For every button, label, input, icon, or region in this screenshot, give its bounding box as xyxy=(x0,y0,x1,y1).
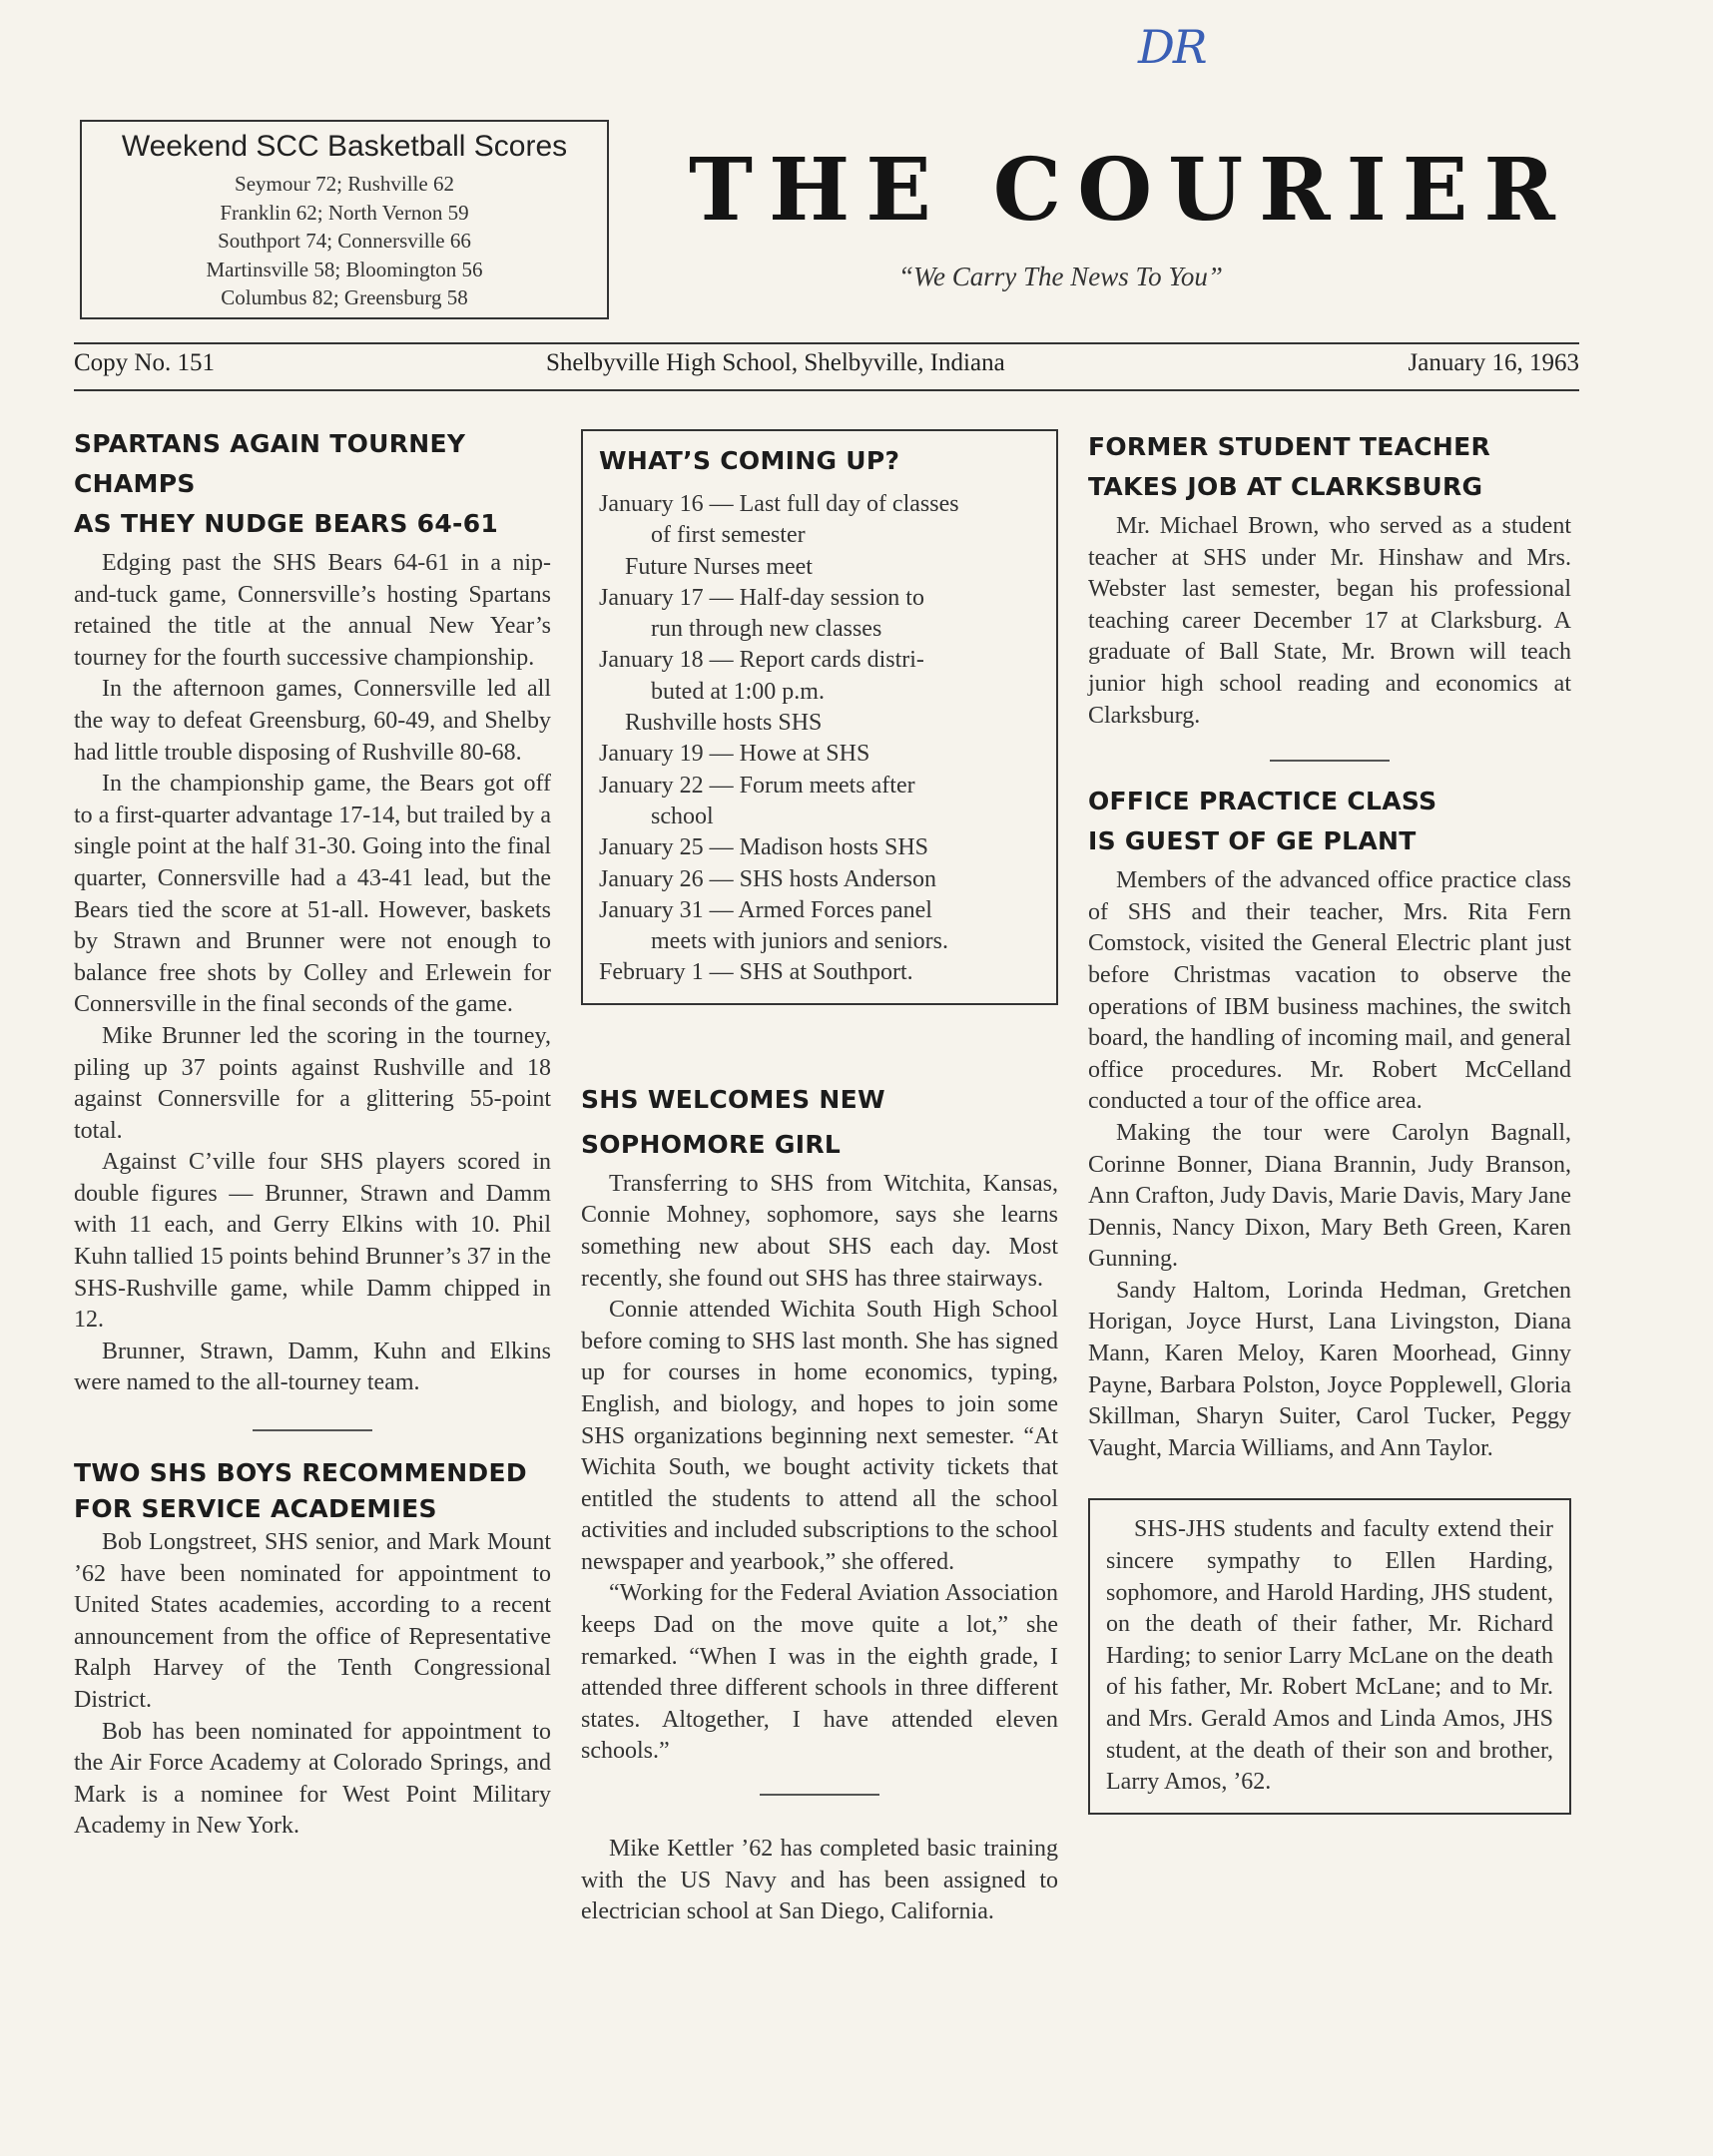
event-item xyxy=(599,645,1040,676)
event-date: January 17 — xyxy=(599,584,734,611)
event-item xyxy=(599,771,1040,802)
paragraph: In the afternoon games, Connersville led all the way to defeat Greensburg, 60-49, and Shelby had little trouble disposing of Rushville 80-68. xyxy=(74,676,551,766)
paragraph: Edging past the SHS Bears 64-61 in a nip-and-tuck game, Connersville’s hosting Spartans retained the title at the annual New Year’s tourney for the fourth successive championship. xyxy=(74,550,551,671)
event-item xyxy=(599,739,1040,770)
event-item: Rushville hosts SHS xyxy=(625,710,823,737)
paragraph: Mr. Michael Brown, who served as a student teacher at SHS under Mr. Hinshaw and Mrs. Webster last semester, began his professional teaching career December 17 at Clarksburg. A graduate of Ball State, Mr. Brown will teach junior high school reading and economics at Clarksburg. xyxy=(1088,513,1571,729)
headline: TAKES JOB AT CLARKSBURG xyxy=(1088,472,1483,501)
article-academies xyxy=(74,1527,551,1843)
sympathy-box xyxy=(1088,1498,1571,1814)
event-date: January 26 — xyxy=(599,865,734,892)
headline: IS GUEST OF GE PLANT xyxy=(1088,826,1417,856)
event-continuation: run through new classes xyxy=(651,616,882,643)
newspaper-title: THE COURIER xyxy=(689,140,1571,241)
paragraph: Members of the advanced office practice class of SHS and their teacher, Mrs. Rita Fern Comstock, visited the General Electric plant just before Christmas vacation to observe the operations of IBM business machines, the switch board, the handling of incoming mail, and general office procedures. Mr. Robert McCelland conducted a tour of the office area. xyxy=(1088,867,1571,1115)
score-line: Franklin 62; North Vernon 59 xyxy=(220,200,469,225)
event-text: Last full day of classes xyxy=(739,491,959,517)
event-item xyxy=(599,583,1040,614)
paragraph: Making the tour were Carolyn Bagnall, Corinne Bonner, Diana Brannin, Judy Branson, Ann Crafton, Judy Davis, Marie Davis, Mary Jane Dennis, Nancy Dixon, Mary Beth Green, Karen Gunning. xyxy=(1088,1119,1571,1273)
event-text: Half-day session to xyxy=(739,584,924,611)
school-name: Shelbyville High School, Shelbyville, Indiana xyxy=(546,349,1005,376)
event-item xyxy=(599,832,1040,863)
headline: SOPHOMORE GIRL xyxy=(581,1129,842,1159)
event-date: February 1 — xyxy=(599,959,734,986)
paragraph: Brunner, Strawn, Damm, Kuhn and Elkins were named to the all-tourney team. xyxy=(74,1338,551,1396)
headline: FOR SERVICE ACADEMIES xyxy=(74,1494,437,1524)
score-line: Columbus 82; Greensburg 58 xyxy=(221,285,468,309)
section-divider xyxy=(253,1429,372,1431)
article-teacher xyxy=(1088,511,1571,732)
score-line: Martinsville 58; Bloomington 56 xyxy=(206,257,483,281)
event-continuation: meets with juniors and seniors. xyxy=(651,928,948,955)
event-text: Howe at SHS xyxy=(739,741,870,768)
event-date: January 25 — xyxy=(599,834,734,861)
event-item: Future Nurses meet xyxy=(625,553,813,580)
column-right xyxy=(1088,427,1571,1815)
event-text: SHS hosts Anderson xyxy=(739,865,937,892)
event-text: Forum meets after xyxy=(739,772,915,799)
column-middle xyxy=(581,429,1058,1928)
event-date: January 22 — xyxy=(599,772,734,799)
event-text: Armed Forces panel xyxy=(738,896,932,923)
scores-box xyxy=(80,120,609,319)
event-text: Report cards distri- xyxy=(739,647,924,674)
events-box xyxy=(581,429,1058,1005)
event-date: January 31 — xyxy=(599,896,734,923)
paragraph: In the championship game, the Bears got off to a first-quarter advantage 17-14, but trailed by a single point at the half 31-30. Going into the final quarter, Connersville had a 43-41 lead, but the Bears tied the score at 51-all. However, baskets by Strawn and Brunner were not enough to balance free shots by Colley and Erlewein for Connersville in the final seconds of the game. xyxy=(74,771,551,1018)
paragraph: Transferring to SHS from Witchita, Kansas, Connie Mohney, sophomore, says she learns something new about SHS each day. Most recently, she found out SHS has three stairways. xyxy=(581,1170,1058,1292)
headline: TWO SHS BOYS RECOMMENDED xyxy=(74,1458,527,1488)
event-text: Madison hosts SHS xyxy=(739,834,929,861)
sympathy-notice xyxy=(1106,1514,1553,1798)
copy-number: Copy No. 151 xyxy=(74,349,215,376)
paragraph: Bob Longstreet, SHS senior, and Mark Mount ’62 have been nominated for appointment to United States academies, according to a recent announcement from the office of Representative Ralph Harvey of the Tenth Congressional District. xyxy=(74,1529,551,1713)
header-rule-top xyxy=(74,342,1579,344)
paragraph: SHS-JHS students and faculty extend their sincere sympathy to Ellen Harding, sophomore, and Harold Harding, JHS student, on the death of their father, Mr. Richard Harding; to senior Larry McLane on the death of his father, Mr. Robert McLane; and to Mr. and Mrs. Gerald Amos and Linda Amos, JHS student, at the death of their son and brother, Larry Amos, ’62. xyxy=(1106,1516,1553,1796)
event-continuation: buted at 1:00 p.m. xyxy=(651,678,825,705)
issue-info-bar xyxy=(74,349,1579,385)
event-item xyxy=(599,957,1040,988)
event-item xyxy=(599,864,1040,895)
events-list xyxy=(599,489,1040,989)
headline: FORMER STUDENT TEACHER xyxy=(1088,432,1491,461)
event-item xyxy=(599,895,1040,926)
event-item xyxy=(599,489,1040,520)
paragraph: Bob has been nominated for appointment to the Air Force Academy at Colorado Springs, and Mark is a nominee for West Point Military Academy in New York. xyxy=(74,1718,551,1840)
scores-title: Weekend SCC Basketball Scores xyxy=(121,130,568,163)
paragraph: Mike Brunner led the scoring in the tourney, piling up 37 points against Rushville and 18 against Connersville for a glittering 55-point total. xyxy=(74,1022,551,1144)
event-continuation: school xyxy=(651,803,714,829)
newspaper-motto: “We Carry The News To You” xyxy=(898,262,1223,291)
paragraph: Mike Kettler ’62 has completed basic training with the US Navy and has been assigned to electrician school at San Diego, California. xyxy=(581,1836,1058,1925)
paragraph: “Working for the Federal Aviation Association keeps Dad on the move quite a lot,” she remarked. “When I was in the eighth grade, I attended three different schools in three different states. Altogether, I have attended eleven schools.” xyxy=(581,1580,1058,1765)
event-date: January 19 — xyxy=(599,741,734,768)
header-rule-bottom xyxy=(74,389,1579,391)
headline: AS THEY NUDGE BEARS 64-61 xyxy=(74,509,499,538)
section-divider xyxy=(760,1794,879,1796)
handwritten-annotation: DR xyxy=(1138,20,1206,74)
event-continuation: of first semester xyxy=(651,522,806,549)
paragraph: Sandy Haltom, Lorinda Hedman, Gretchen Horigan, Joyce Hurst, Lana Livingston, Diana Mann, Karen Meloy, Karen Moorhead, Ginny Payne, Barbara Polston, Joyce Popplewell, Gloria Skillman, Sharyn Suiter, Carol Tucker, Peggy Vaught, Marcia Williams, and Ann Taylor. xyxy=(1088,1277,1571,1461)
issue-date: January 16, 1963 xyxy=(1408,349,1579,376)
section-divider xyxy=(1270,760,1390,762)
paragraph: Connie attended Wichita South High School before coming to SHS last month. She has signed up for courses in home economics, typing, English, and biology, and hopes to join some SHS organizations beginning next semester. “At Wichita South, we bought activity tickets that entitled the students to attend all the school activities and included subscriptions to the school newspaper and yearbook,” she offered. xyxy=(581,1297,1058,1575)
event-date: January 16 — xyxy=(599,491,734,517)
score-line: Southport 74; Connersville 66 xyxy=(218,229,471,253)
article-spartans xyxy=(74,548,551,1399)
paragraph: Against C’ville four SHS players scored in double figures — Brunner, Strawn and Damm with 11 each, and Gerry Elkins with 10. Phil Kuhn tallied 15 points behind Brunner’s 37 in the SHS-Rushville game, while Damm chipped in 12. xyxy=(74,1149,551,1334)
article-office xyxy=(1088,865,1571,1464)
article-sophomore xyxy=(581,1169,1058,1768)
headline: OFFICE PRACTICE CLASS xyxy=(1088,787,1437,816)
events-title: WHAT’S COMING UP? xyxy=(599,446,900,475)
headline: SHS WELCOMES NEW xyxy=(581,1084,885,1114)
event-text: SHS at Southport. xyxy=(739,959,913,986)
event-date: January 18 — xyxy=(599,647,734,674)
headline: SPARTANS AGAIN TOURNEY CHAMPS xyxy=(74,429,466,498)
article-kettler xyxy=(581,1834,1058,1928)
score-line: Seymour 72; Rushville 62 xyxy=(235,172,454,196)
column-left xyxy=(74,424,551,1843)
